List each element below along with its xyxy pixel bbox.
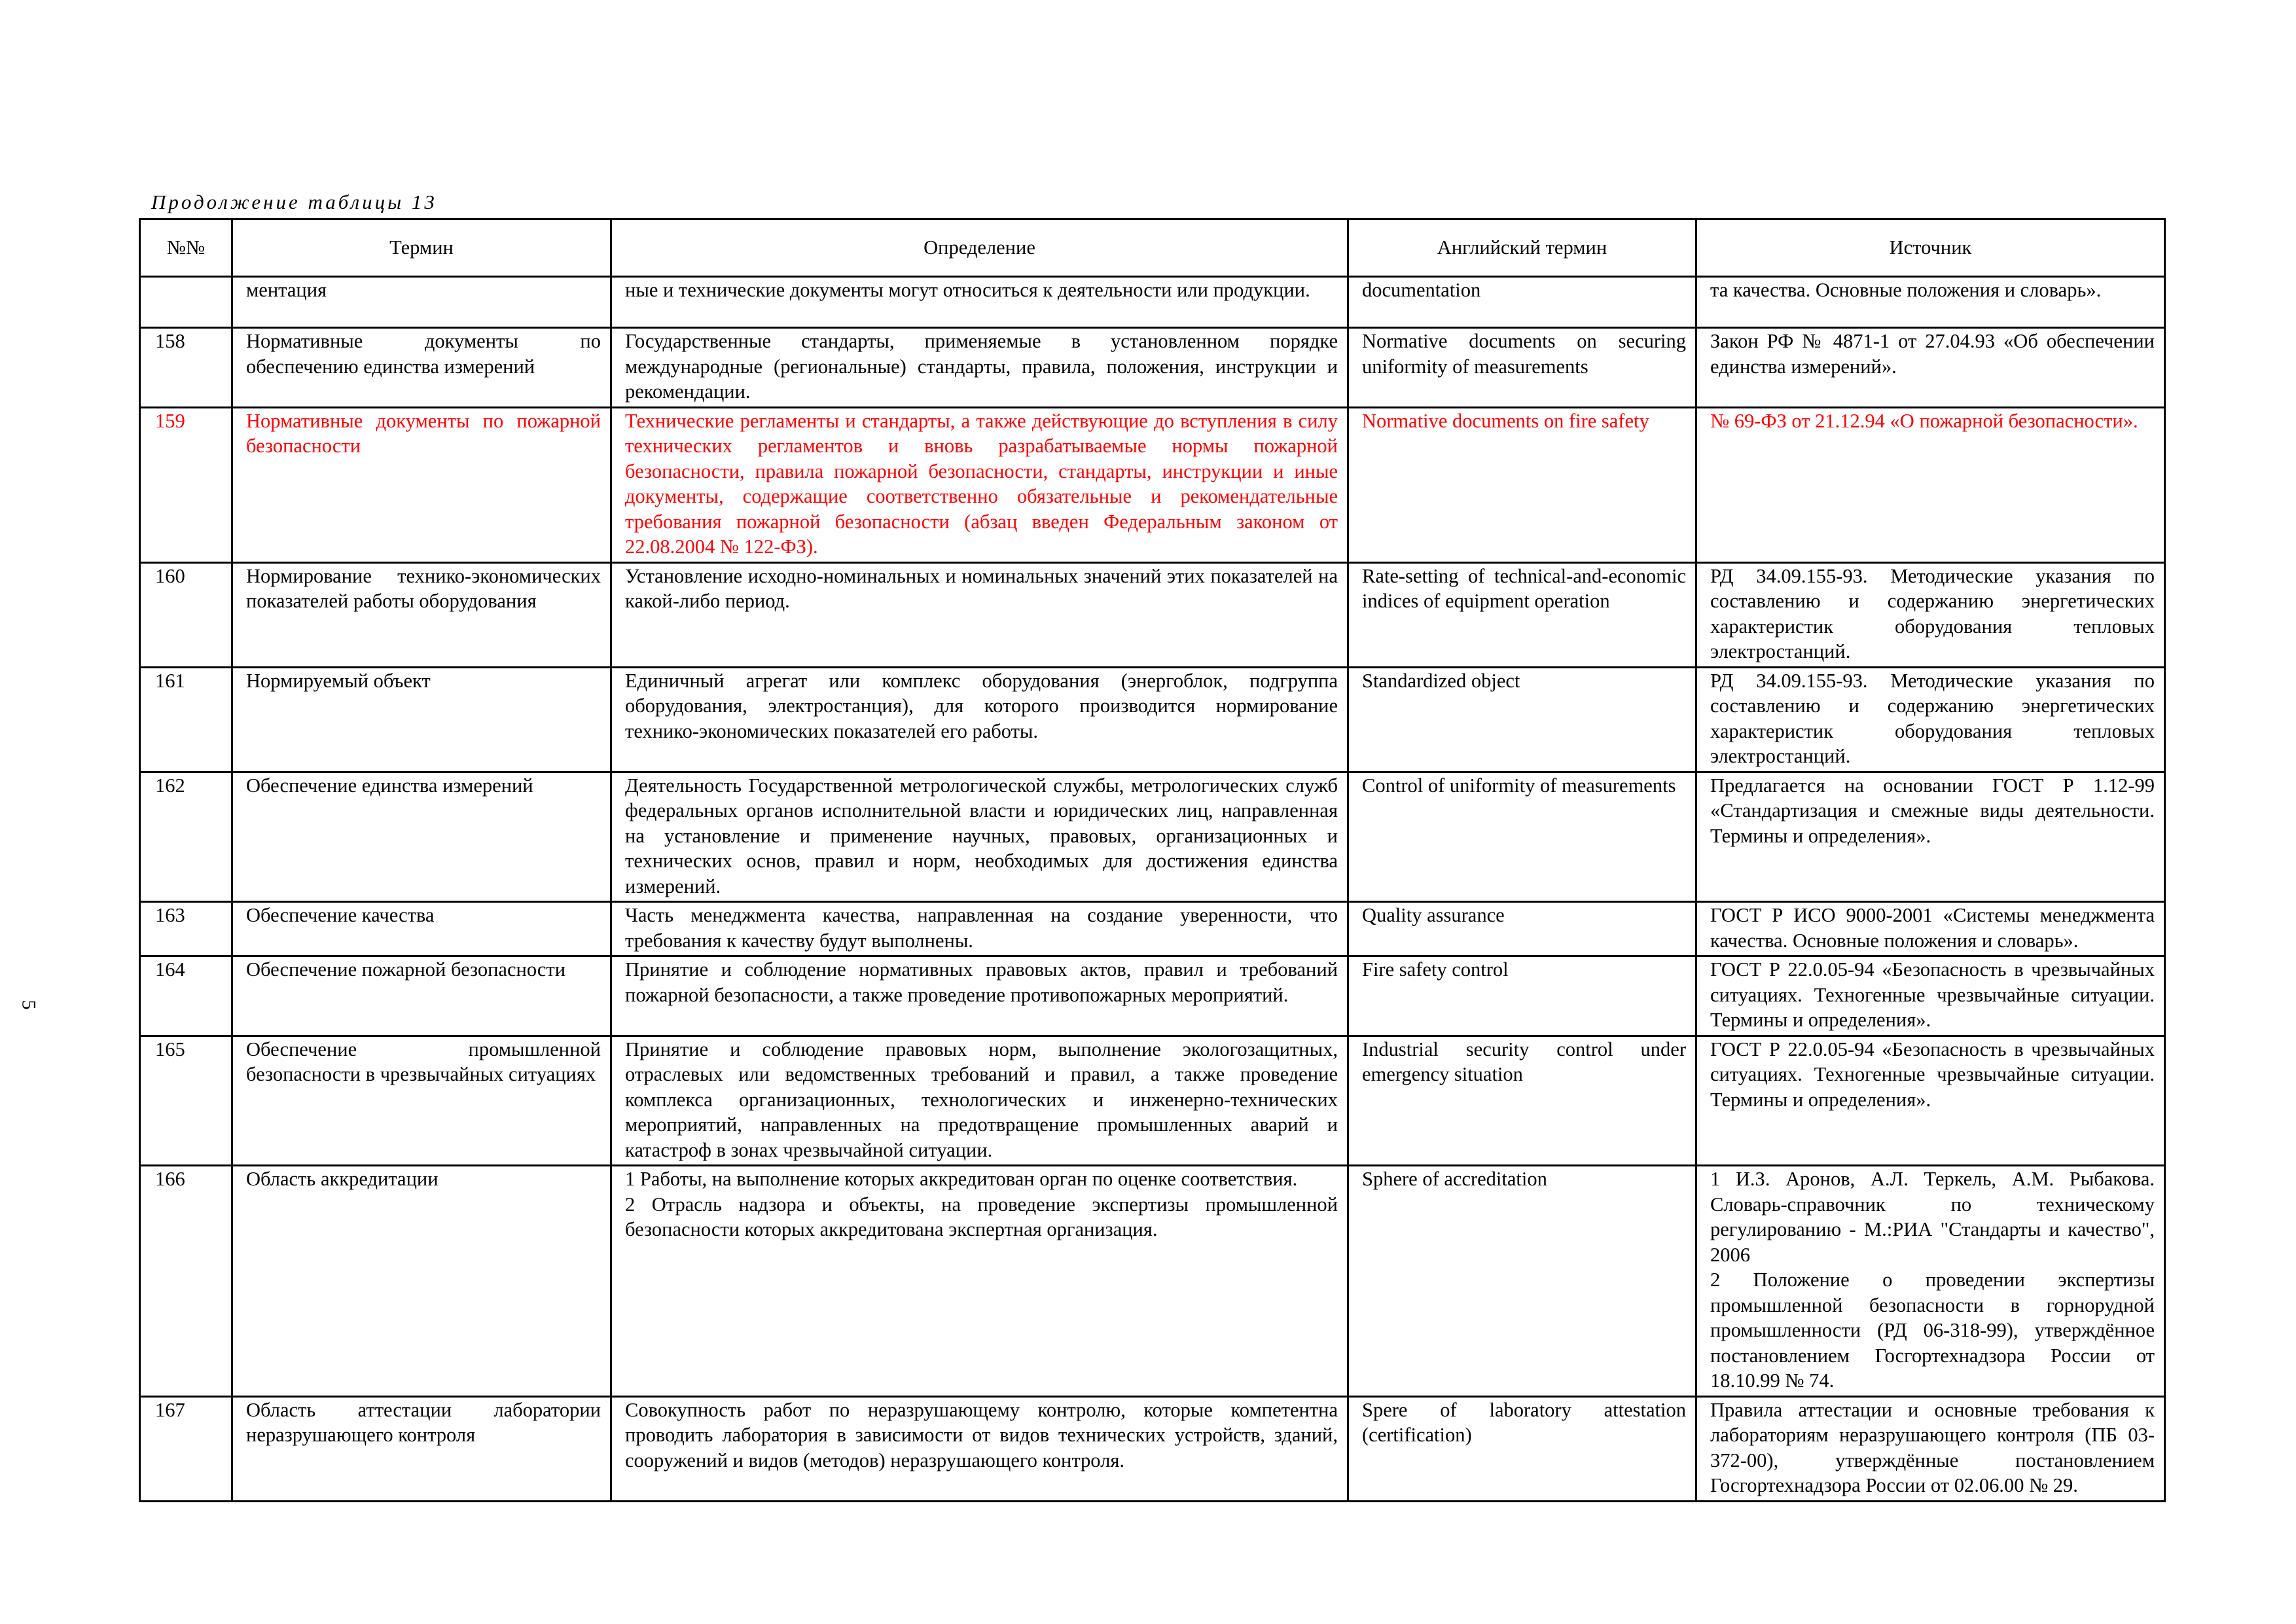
row-definition: ные и технические документы могут относиться к деятельности или продукции. [611, 277, 1348, 328]
row-definition: Часть менеджмента качества, направленная на создание уверенности, что требования к качеству будут выполнены. [611, 902, 1348, 956]
table-row [140, 667, 2165, 772]
row-english-term: Rate-setting of technical-and-economic indices of equipment operation [1348, 562, 1696, 667]
row-source: Предлагается на основании ГОСТ Р 1.12-99 «Стандартизация и смежные виды деятельности. Термины и определения». [1696, 772, 2165, 902]
row-source: № 69-ФЗ от 21.12.94 «О пожарной безопасности». [1696, 407, 2165, 562]
row-number: 162 [140, 772, 232, 902]
row-number: 166 [140, 1166, 232, 1397]
row-definition: Установление исходно-номинальных и номинальных значений этих показателей на какой-либо период. [611, 562, 1348, 667]
table-row [140, 1166, 2165, 1397]
table-row [140, 1396, 2165, 1501]
row-definition: Принятие и соблюдение нормативных правовых актов, правил и требований пожарной безопасности, а также проведение противопожарных мероприятий. [611, 956, 1348, 1036]
terms-table [139, 218, 2166, 1502]
row-term: Обеспечение единства измерений [232, 772, 611, 902]
row-number [140, 277, 232, 328]
definition-line: 1 Работы, на выполнение которых аккредитован орган по оценке соответствия. [625, 1168, 1298, 1190]
source-line: 1 И.З. Аронов, А.Л. Теркель, А.М. Рыбакова. Словарь-справочник по техническому регулированию - М.:РИА "Стандарты и качество", 2006 [1710, 1168, 2155, 1266]
row-definition: Принятие и соблюдение правовых норм, выполнение экологозащитных, отраслевых или ведомственных требований и правил, а также проведение комплекса организационных, технологических и инженерно-технических мероприятий, направленных на предотвращение промышленных аварий и катастроф в зонах чрезвычайной ситуации. [611, 1036, 1348, 1166]
row-definition: Технические регламенты и стандарты, а также действующие до вступления в силу технических регламентов и вновь разрабатываемые нормы пожарной безопасности, правила пожарной безопасности, стандарты, инструкции и иные документы, содержащие соответственно обязательные и рекомендательные требования пожарной безопасности (абзац введен Федеральным законом от 22.08.2004 № 122-ФЗ). [611, 407, 1348, 562]
definition-line: 2 Отрасль надзора и объекты, на проведение экспертизы промышленной безопасности которых аккредитована экспертная организация. [625, 1193, 1338, 1240]
row-term: Область аттестации лаборатории неразрушающего контроля [232, 1396, 611, 1501]
row-definition: Совокупность работ по неразрушающему контролю, которые компетентна проводить лаборатория в зависимости от видов технических устройств, зданий, сооружений и видов (методов) неразрушающего контроля. [611, 1396, 1348, 1501]
row-term: Нормируемый объект [232, 667, 611, 772]
row-number: 165 [140, 1036, 232, 1166]
row-term: ментация [232, 277, 611, 328]
row-english-term: Spere of laboratory attestation (certification) [1348, 1396, 1696, 1501]
table-row [140, 772, 2165, 902]
row-english-term: Standardized object [1348, 667, 1696, 772]
row-source: Закон РФ № 4871-1 от 27.04.93 «Об обеспечении единства измерений». [1696, 328, 2165, 408]
table-row [140, 902, 2165, 956]
row-number: 161 [140, 667, 232, 772]
row-definition: Деятельность Государственной метрологической службы, метрологических служб федеральных органов исполнительной власти и юридических лиц, направленная на установление и применение научных, правовых, организационных и технических основ, правил и норм, необходимых для достижения единства измерений. [611, 772, 1348, 902]
table-row [140, 277, 2165, 328]
row-number: 159 [140, 407, 232, 562]
row-term: Нормирование технико-экономических показателей работы оборудования [232, 562, 611, 667]
row-source: та качества. Основные положения и словарь». [1696, 277, 2165, 328]
row-english-term: Industrial security control under emergency situation [1348, 1036, 1696, 1166]
row-number: 158 [140, 328, 232, 408]
table-header-row [140, 219, 2165, 277]
source-line: 2 Положение о проведении экспертизы промышленной безопасности в горнорудной промышленности (РД 06-318-99), утверждённое постановлением Госгортехнадзора России от 18.10.99 № 74. [1710, 1269, 2155, 1392]
table-row-highlighted [140, 407, 2165, 562]
row-source: ГОСТ Р ИСО 9000-2001 «Системы менеджмента качества. Основные положения и словарь». [1696, 902, 2165, 956]
row-english-term: documentation [1348, 277, 1696, 328]
row-number: 164 [140, 956, 232, 1036]
row-english-term: Quality assurance [1348, 902, 1696, 956]
row-term: Нормативные документы по обеспечению единства измерений [232, 328, 611, 408]
row-term: Обеспечение пожарной безопасности [232, 956, 611, 1036]
row-number: 163 [140, 902, 232, 956]
row-source: ГОСТ Р 22.0.05-94 «Безопасность в чрезвычайных ситуациях. Техногенные чрезвычайные ситуации. Термины и определения». [1696, 956, 2165, 1036]
header-term: Термин [232, 219, 611, 277]
row-source: РД 34.09.155-93. Методические указания по составлению и содержанию энергетических характеристик оборудования тепловых электростанций. [1696, 562, 2165, 667]
header-source: Источник [1696, 219, 2165, 277]
row-definition [611, 1166, 1348, 1397]
row-english-term: Sphere of accreditation [1348, 1166, 1696, 1397]
header-number: №№ [140, 219, 232, 277]
table-row [140, 956, 2165, 1036]
header-definition: Определение [611, 219, 1348, 277]
row-english-term: Fire safety control [1348, 956, 1696, 1036]
row-definition: Государственные стандарты, применяемые в установленном порядке международные (региональные) стандарты, правила, положения, инструкции и рекомендации. [611, 328, 1348, 408]
row-number: 167 [140, 1396, 232, 1501]
row-source: РД 34.09.155-93. Методические указания по составлению и содержанию энергетических характеристик оборудования тепловых электростанций. [1696, 667, 2165, 772]
row-term: Обеспечение промышленной безопасности в чрезвычайных ситуациях [232, 1036, 611, 1166]
header-english-term: Английский термин [1348, 219, 1696, 277]
row-english-term: Normative documents on securing uniformity of measurements [1348, 328, 1696, 408]
row-source: ГОСТ Р 22.0.05-94 «Безопасность в чрезвычайных ситуациях. Техногенные чрезвычайные ситуации. Термины и определения». [1696, 1036, 2165, 1166]
row-number: 160 [140, 562, 232, 667]
row-term: Область аккредитации [232, 1166, 611, 1397]
row-english-term: Control of uniformity of measurements [1348, 772, 1696, 902]
row-source [1696, 1166, 2165, 1397]
row-definition: Единичный агрегат или комплекс оборудования (энергоблок, подгруппа оборудования, электростанция), для которого производится нормирование технико-экономических показателей его работы. [611, 667, 1348, 772]
page-number: 5 [18, 1000, 40, 1010]
table-row [140, 562, 2165, 667]
row-term: Нормативные документы по пожарной безопасности [232, 407, 611, 562]
table-caption: Продолжение таблицы 13 [151, 190, 437, 213]
row-english-term: Normative documents on fire safety [1348, 407, 1696, 562]
row-source: Правила аттестации и основные требования к лабораториям неразрушающего контроля (ПБ 03-372-00), утверждённые постановлением Госгортехнадзора России от 02.06.00 № 29. [1696, 1396, 2165, 1501]
row-term: Обеспечение качества [232, 902, 611, 956]
table-row [140, 328, 2165, 408]
table-row [140, 1036, 2165, 1166]
